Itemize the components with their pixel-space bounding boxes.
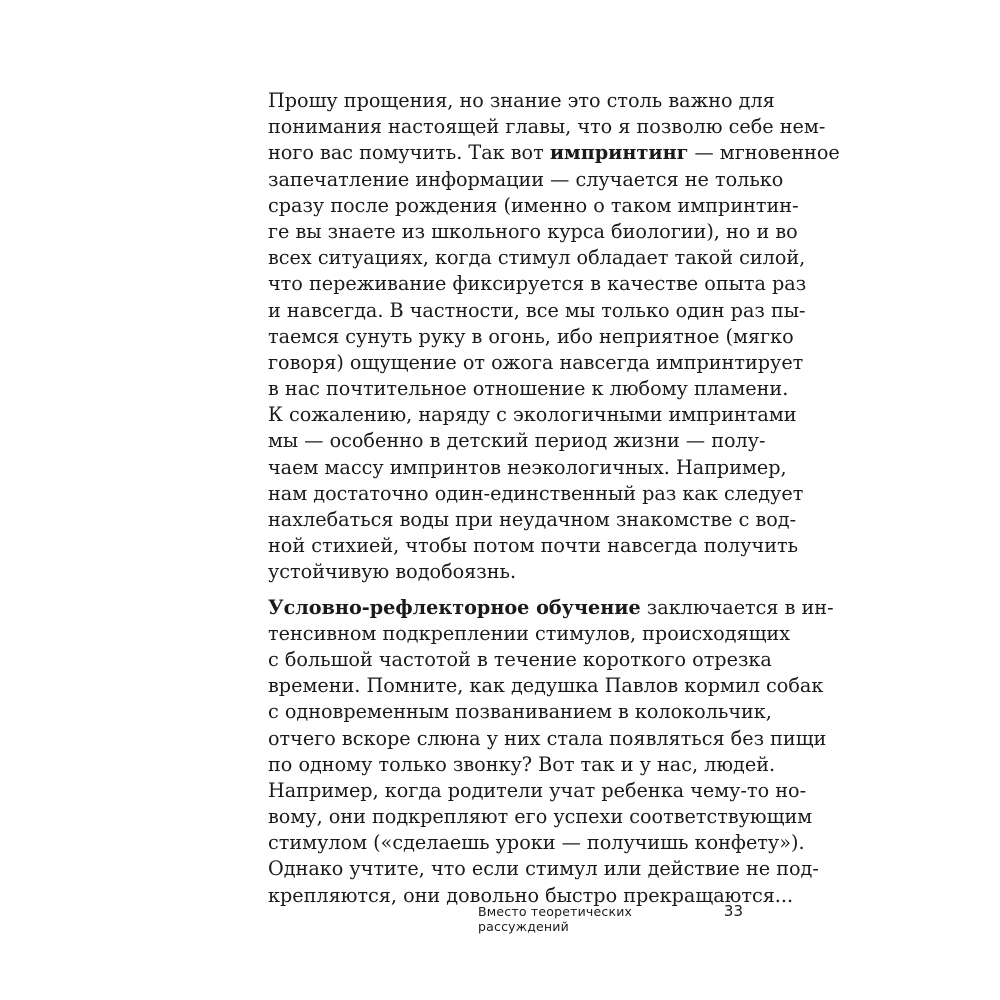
bold-term: импринтинг <box>549 141 689 165</box>
paragraph <box>268 595 834 909</box>
text-line <box>268 402 797 428</box>
text-run: с одновременным позваниванием в колокольчик, <box>268 700 772 724</box>
text-run: с большой частотой в течение короткого отрезка <box>268 647 772 671</box>
text-line <box>268 699 772 725</box>
text-run: нам достаточно один-единственный раз как следует <box>268 481 804 505</box>
text-run: Например, когда родители учат ребенка чему-то но- <box>268 778 807 802</box>
text-line <box>268 673 824 699</box>
text-line <box>268 245 806 271</box>
text-line <box>268 219 798 245</box>
text-line <box>268 350 804 376</box>
text-line <box>268 778 807 804</box>
text-run: вому, они подкрепляют его успехи соответствующим <box>268 805 813 829</box>
paragraph <box>268 88 840 586</box>
text-line <box>268 114 826 140</box>
body-text <box>268 88 840 909</box>
text-line <box>268 167 784 193</box>
text-run: мы — особенно в детский период жизни — полу- <box>268 429 766 453</box>
text-line <box>268 507 797 533</box>
text-run: устойчивую водобоязнь. <box>268 560 517 584</box>
text-run: заключается в ин- <box>640 595 834 619</box>
text-line <box>268 752 776 778</box>
page-footer <box>478 902 743 934</box>
text-run: ной стихией, чтобы потом почти навсегда получить <box>268 534 799 558</box>
text-run: что переживание фиксируется в качестве опыта раз <box>268 272 807 296</box>
text-run: чаем массу импринтов неэкологичных. Например, <box>268 455 787 479</box>
text-run: и навсегда. В частности, все мы только один раз пы- <box>268 298 806 322</box>
text-line <box>268 804 813 830</box>
text-run: запечатление информации — случается не только <box>268 167 784 191</box>
text-run: — мгновенное <box>688 141 840 165</box>
text-run: таемся сунуть руку в огонь, ибо неприятное (мягко <box>268 324 794 348</box>
page-number: 33 <box>723 902 743 920</box>
paragraph-gap <box>268 586 743 595</box>
text-line <box>268 428 766 454</box>
text-run: сразу после рождения (именно о таком импринтин- <box>268 193 799 217</box>
text-line <box>268 88 775 114</box>
text-run: К сожалению, наряду с экологичными импринтами <box>268 403 797 427</box>
text-line <box>268 595 834 621</box>
text-line <box>268 298 806 324</box>
text-line <box>268 455 787 481</box>
text-line <box>268 193 799 219</box>
text-line <box>268 271 807 297</box>
text-line <box>268 376 789 402</box>
text-run: стимулом («сделаешь уроки — получишь конфету»). <box>268 831 805 855</box>
text-run: Прошу прощения, но знание это столь важно для <box>268 89 775 112</box>
running-title: Вместо теоретических рассуждений <box>478 904 633 934</box>
text-line <box>268 621 791 647</box>
text-line <box>268 481 804 507</box>
text-run: отчего вскоре слюна у них стала появляться без пищи <box>268 726 827 750</box>
text-line <box>268 647 772 673</box>
text-line <box>268 856 819 882</box>
bold-term: Условно-рефлекторное обучение <box>268 595 641 619</box>
text-run: всех ситуациях, когда стимул обладает такой силой, <box>268 246 806 270</box>
text-line <box>268 140 840 166</box>
text-run: понимания настоящей главы, что я позволю себе нем- <box>268 115 826 139</box>
text-run: тенсивном подкреплении стимулов, происходящих <box>268 621 791 645</box>
text-run: ного вас помучить. Так вот <box>268 141 550 165</box>
text-run: по одному только звонку? Вот так и у нас, людей. <box>268 752 776 776</box>
text-line <box>268 830 805 856</box>
text-line <box>268 324 794 350</box>
text-run: в нас почтительное отношение к любому пламени. <box>268 377 789 401</box>
text-line <box>268 559 743 585</box>
text-run: ге вы знаете из школьного курса биологии), но и во <box>268 219 798 243</box>
text-run: нахлебаться воды при неудачном знакомстве с вод- <box>268 508 797 531</box>
text-run: говоря) ощущение от ожога навсегда импринтирует <box>268 350 804 374</box>
text-run: Однако учтите, что если стимул или действие не под- <box>268 857 819 881</box>
text-run: времени. Помните, как дедушка Павлов кормил собак <box>268 674 824 698</box>
text-line <box>268 533 799 559</box>
text-line <box>268 726 827 752</box>
text-run: крепляются, они довольно быстро прекращаются... <box>268 883 794 907</box>
